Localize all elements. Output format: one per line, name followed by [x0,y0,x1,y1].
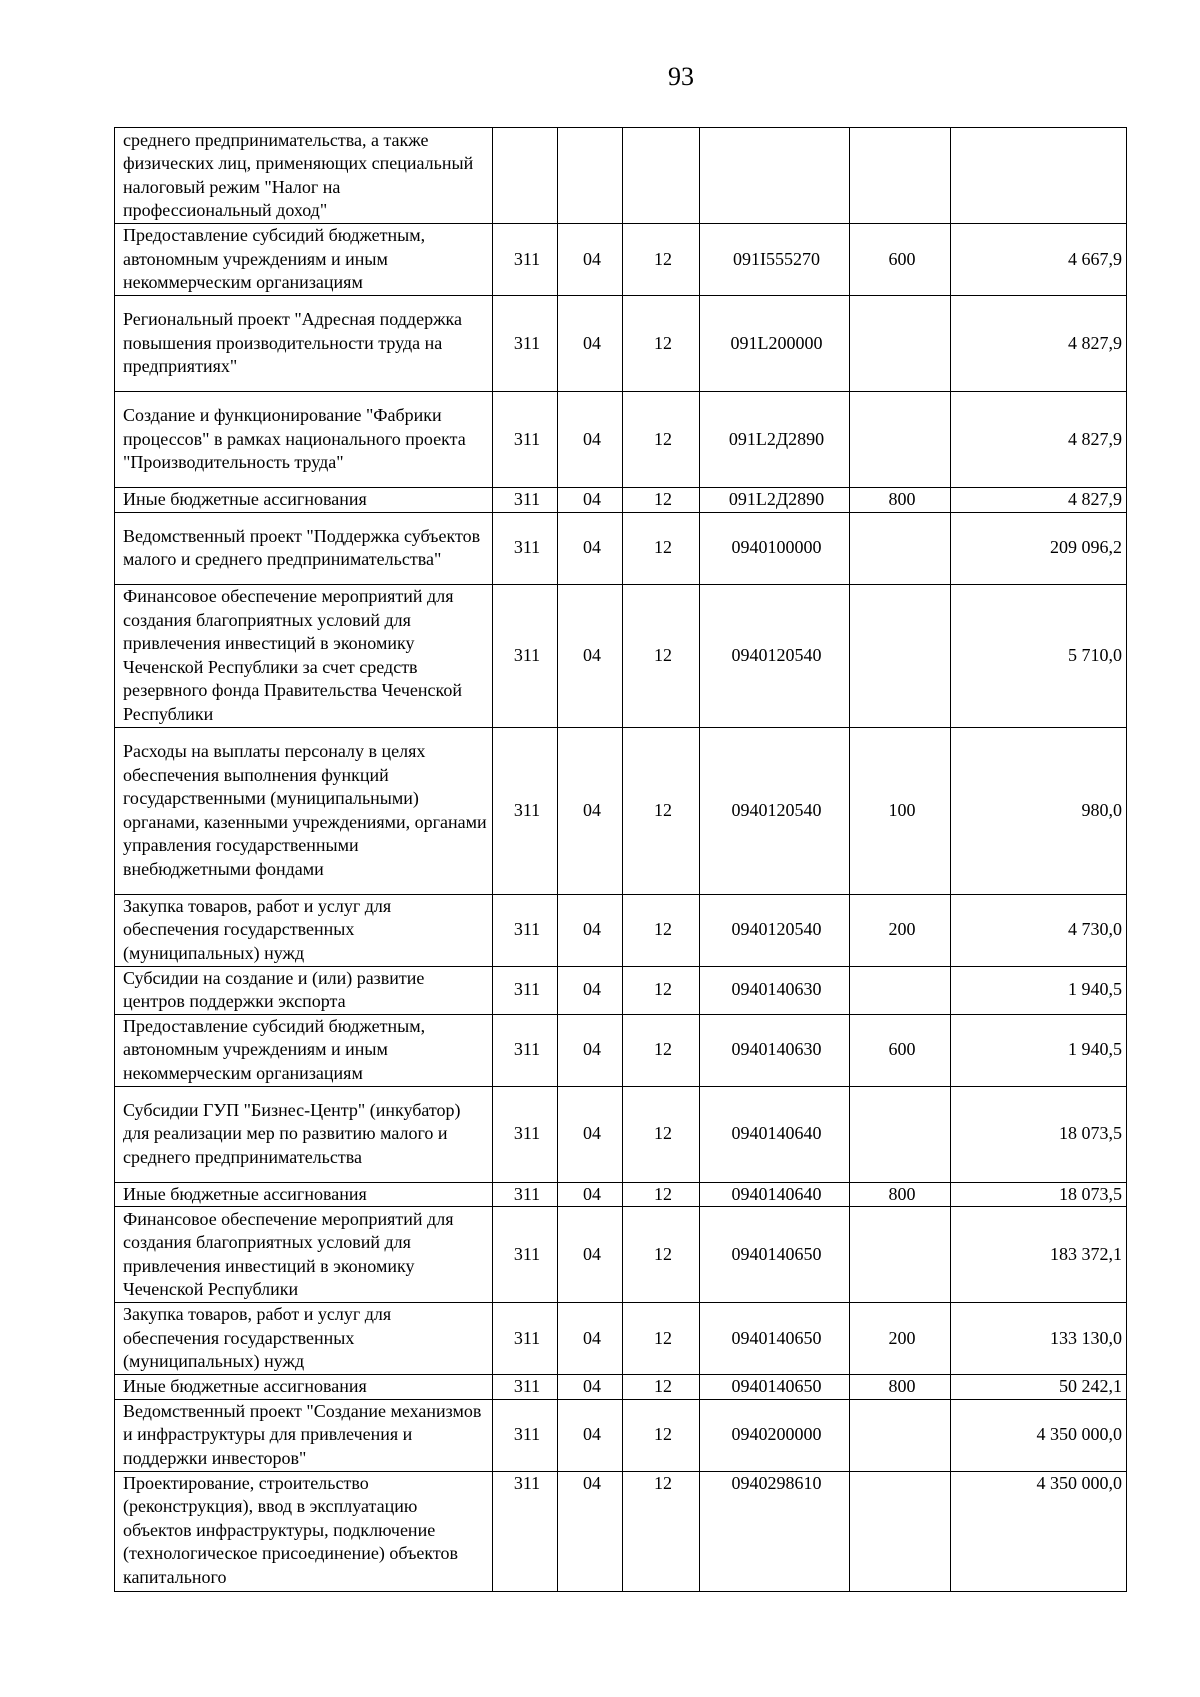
row-sum [951,128,1127,224]
row-ved: 311 [493,224,558,296]
row-sum: 4 667,9 [951,224,1127,296]
row-csr: 0940120540 [700,894,850,966]
row-name: Субсидии ГУП "Бизнес-Центр" (инкубатор) для реализации мер по развитию малого и среднего предпринимательства [115,1086,493,1182]
row-name: Предоставление субсидий бюджетным, автономным учреждениям и иным некоммерческим организациям [115,224,493,296]
row-rz: 04 [558,224,623,296]
row-sum: 50 242,1 [951,1375,1127,1400]
row-ved: 311 [493,1399,558,1471]
table-row [115,392,1127,488]
row-pr: 12 [623,1207,700,1303]
row-sum: 4 827,9 [951,488,1127,513]
row-rz: 04 [558,894,623,966]
row-rz: 04 [558,1207,623,1303]
row-name: Иные бюджетные ассигнования [115,1182,493,1207]
row-csr [700,128,850,224]
table-row [115,296,1127,392]
row-ved: 311 [493,1014,558,1086]
row-sum: 1 940,5 [951,966,1127,1014]
row-rz: 04 [558,392,623,488]
row-name: Расходы на выплаты персоналу в целях обеспечения выполнения функций государственными (муниципальными) органами, казенными учреждениями, органами управления государственными внебюджетными фондами [115,727,493,894]
row-csr: 0940140640 [700,1086,850,1182]
row-csr: 0940298610 [700,1471,850,1591]
row-csr: 091I555270 [700,224,850,296]
budget-table [114,127,1127,1592]
row-name: Предоставление субсидий бюджетным, автономным учреждениям и иным некоммерческим организациям [115,1014,493,1086]
row-pr: 12 [623,296,700,392]
row-sum: 4 827,9 [951,296,1127,392]
row-name: Иные бюджетные ассигнования [115,1375,493,1400]
row-vr: 800 [850,1182,951,1207]
row-pr: 12 [623,727,700,894]
table-row [115,1399,1127,1471]
row-name: Субсидии на создание и (или) развитие центров поддержки экспорта [115,966,493,1014]
table-row [115,966,1127,1014]
row-vr [850,296,951,392]
table-row [115,512,1127,584]
row-vr [850,966,951,1014]
table-row [115,1207,1127,1303]
row-name: Финансовое обеспечение мероприятий для создания благоприятных условий для привлечения инвестиций в экономику Чеченской Республики за счет средств резервного фонда Правительства Чеченской Республики [115,584,493,727]
row-rz [558,128,623,224]
row-sum: 209 096,2 [951,512,1127,584]
row-csr: 0940120540 [700,727,850,894]
row-vr: 200 [850,894,951,966]
row-name: Финансовое обеспечение мероприятий для создания благоприятных условий для привлечения инвестиций в экономику Чеченской Республики [115,1207,493,1303]
row-sum: 4 350 000,0 [951,1471,1127,1591]
row-name: Проектирование, строительство (реконструкция), ввод в эксплуатацию объектов инфраструктуры, подключение (технологическое присоединение) объектов капитального [115,1471,493,1591]
row-vr [850,1207,951,1303]
row-vr [850,1086,951,1182]
row-sum: 18 073,5 [951,1182,1127,1207]
row-ved: 311 [493,1375,558,1400]
row-sum: 4 827,9 [951,392,1127,488]
row-vr: 200 [850,1303,951,1375]
row-rz: 04 [558,1303,623,1375]
row-csr: 0940140650 [700,1375,850,1400]
row-ved [493,128,558,224]
row-rz: 04 [558,727,623,894]
row-csr: 091L2Д2890 [700,488,850,513]
row-sum: 5 710,0 [951,584,1127,727]
table-row [115,1375,1127,1400]
row-csr: 0940140650 [700,1207,850,1303]
row-ved: 311 [493,296,558,392]
table-row [115,584,1127,727]
row-ved: 311 [493,1303,558,1375]
row-rz: 04 [558,1014,623,1086]
row-rz: 04 [558,1375,623,1400]
row-ved: 311 [493,512,558,584]
table-row [115,1471,1127,1591]
row-pr: 12 [623,1375,700,1400]
row-ved: 311 [493,392,558,488]
row-sum: 4 350 000,0 [951,1399,1127,1471]
row-csr: 091L2Д2890 [700,392,850,488]
table-row [115,1086,1127,1182]
row-pr: 12 [623,392,700,488]
row-vr [850,128,951,224]
row-pr: 12 [623,966,700,1014]
row-pr: 12 [623,512,700,584]
row-rz: 04 [558,1182,623,1207]
row-vr [850,392,951,488]
row-vr: 800 [850,488,951,513]
row-csr: 0940140650 [700,1303,850,1375]
row-pr: 12 [623,584,700,727]
row-pr: 12 [623,488,700,513]
row-rz: 04 [558,1399,623,1471]
row-ved: 311 [493,727,558,894]
row-sum: 980,0 [951,727,1127,894]
row-rz: 04 [558,584,623,727]
row-pr: 12 [623,224,700,296]
row-pr: 12 [623,1014,700,1086]
table-row [115,1014,1127,1086]
row-rz: 04 [558,512,623,584]
row-vr [850,512,951,584]
row-csr: 091L200000 [700,296,850,392]
row-ved: 311 [493,584,558,727]
row-name: Создание и функционирование "Фабрики процессов" в рамках национального проекта "Производительность труда" [115,392,493,488]
row-vr [850,584,951,727]
row-name: Закупка товаров, работ и услуг для обеспечения государственных (муниципальных) нужд [115,1303,493,1375]
row-rz: 04 [558,488,623,513]
row-pr: 12 [623,894,700,966]
row-vr: 100 [850,727,951,894]
row-name: среднего предпринимательства, а также физических лиц, применяющих специальный налоговый режим "Налог на профессиональный доход" [115,128,493,224]
row-csr: 0940200000 [700,1399,850,1471]
table-row [115,128,1127,224]
row-pr: 12 [623,1471,700,1591]
row-rz: 04 [558,1471,623,1591]
row-pr [623,128,700,224]
row-sum: 1 940,5 [951,1014,1127,1086]
row-csr: 0940120540 [700,584,850,727]
row-csr: 0940140630 [700,966,850,1014]
row-sum: 4 730,0 [951,894,1127,966]
row-csr: 0940100000 [700,512,850,584]
row-sum: 133 130,0 [951,1303,1127,1375]
row-rz: 04 [558,1086,623,1182]
table-row [115,894,1127,966]
row-vr: 600 [850,1014,951,1086]
row-sum: 183 372,1 [951,1207,1127,1303]
row-vr: 600 [850,224,951,296]
row-name: Ведомственный проект "Поддержка субъектов малого и среднего предпринимательства" [115,512,493,584]
row-ved: 311 [493,894,558,966]
row-vr: 800 [850,1375,951,1400]
row-name: Ведомственный проект "Создание механизмов и инфраструктуры для привлечения и поддержки инвесторов" [115,1399,493,1471]
row-ved: 311 [493,488,558,513]
row-ved: 311 [493,966,558,1014]
table-row [115,488,1127,513]
row-sum: 18 073,5 [951,1086,1127,1182]
row-name: Закупка товаров, работ и услуг для обеспечения государственных (муниципальных) нужд [115,894,493,966]
row-pr: 12 [623,1303,700,1375]
row-pr: 12 [623,1182,700,1207]
row-pr: 12 [623,1086,700,1182]
row-csr: 0940140640 [700,1182,850,1207]
row-ved: 311 [493,1207,558,1303]
row-rz: 04 [558,296,623,392]
row-csr: 0940140630 [700,1014,850,1086]
row-vr [850,1399,951,1471]
page-number: 93 [668,62,694,91]
row-name: Иные бюджетные ассигнования [115,488,493,513]
table-row [115,1303,1127,1375]
row-rz: 04 [558,966,623,1014]
row-pr: 12 [623,1399,700,1471]
row-name: Региональный проект "Адресная поддержка повышения производительности труда на предприятиях" [115,296,493,392]
table-row [115,727,1127,894]
row-ved: 311 [493,1182,558,1207]
table-row [115,224,1127,296]
table-row [115,1182,1127,1207]
row-vr [850,1471,951,1591]
row-ved: 311 [493,1471,558,1591]
row-ved: 311 [493,1086,558,1182]
